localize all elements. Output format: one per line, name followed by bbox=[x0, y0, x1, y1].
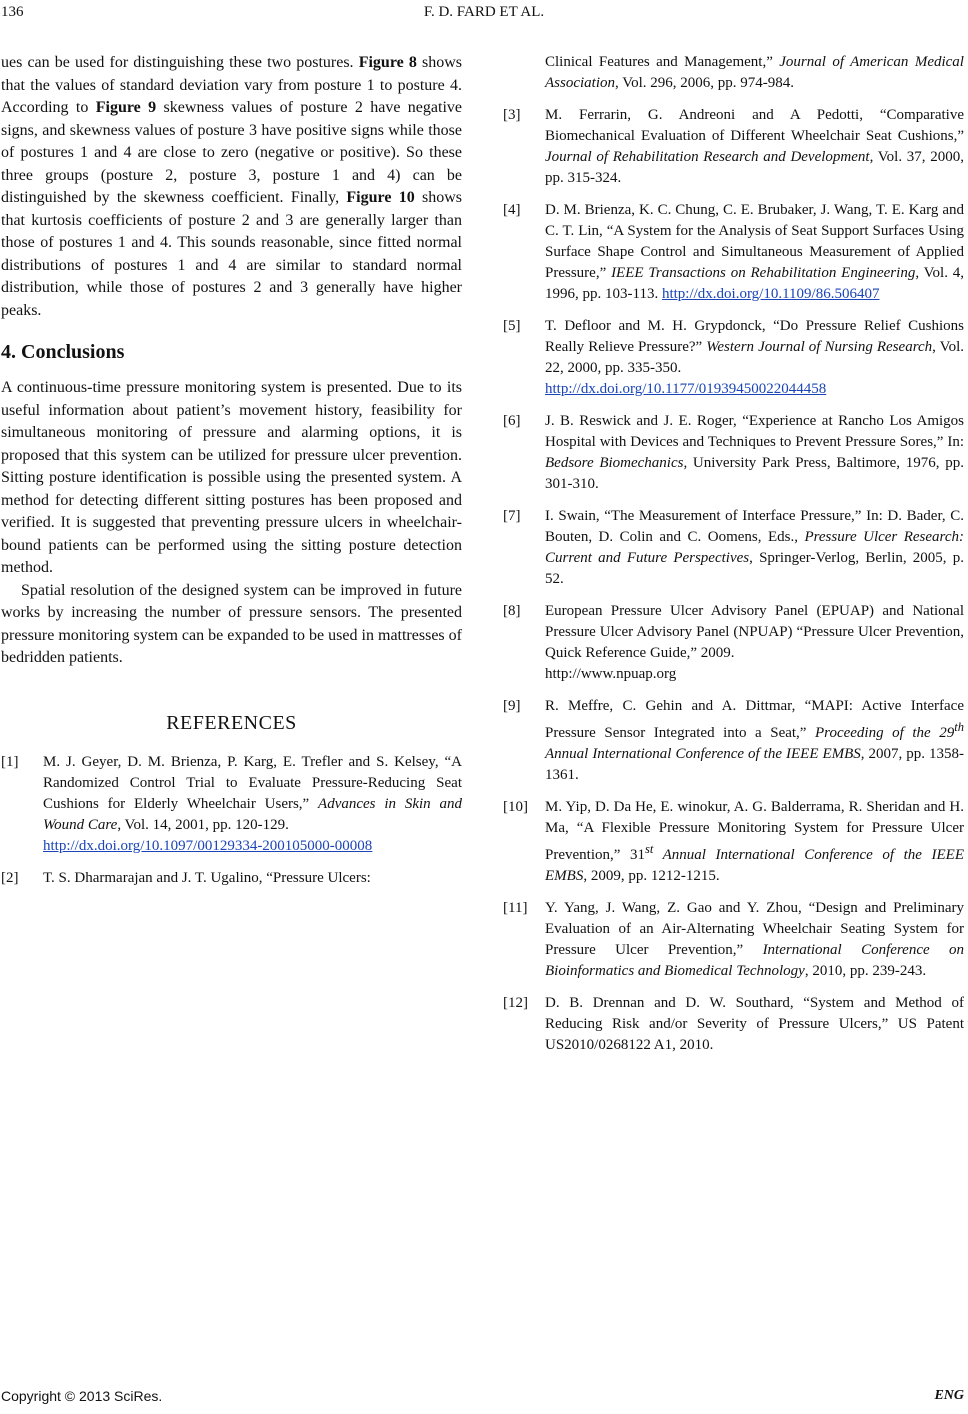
journal-abbrev: ENG bbox=[934, 1388, 964, 1403]
section-heading: 4. Conclusions bbox=[1, 341, 125, 363]
doi-link[interactable]: http://dx.doi.org/10.1177/01939450022044458 bbox=[545, 381, 827, 397]
reference-number: [2] bbox=[1, 869, 19, 886]
running-head: F. D. FARD ET AL. bbox=[423, 4, 545, 20]
reference-item: [7] I. Swain, “The Measurement of Interface Pressure,” In: D. Bader, C. Bouten, D. Colin and C. Oomens, Eds., Pressure Ulcer Research: Current and Future Perspectives, Springer-Verlog, Berlin, 2005, p. 52. bbox=[503, 508, 965, 587]
figure-ref[interactable]: Figure 8 bbox=[358, 54, 417, 71]
reference-number: [4] bbox=[503, 202, 521, 218]
reference-item: [9] R. Meffre, C. Gehin and A. Dittmar, “MAPI: Active Interface Pressure Sensor Integrated into a Seat,” Proceeding of the 29th Annual International Conference of the IEEE EMBS, 2007, pp. 1358-1361. bbox=[503, 698, 965, 783]
doi-link[interactable]: http://dx.doi.org/10.1109/86.506407 bbox=[661, 286, 880, 302]
reference-item: [8] European Pressure Ulcer Advisory Panel (EPUAP) and National Pressure Ulcer Advisory Panel (NPUAP) “Pressure Ulcer Prevention, Quick Reference Guide,” 2009. http://www.npuap.org bbox=[503, 603, 964, 682]
references-heading: REFERENCES bbox=[166, 711, 297, 734]
reference-item: [5] T. Defloor and M. H. Grypdonck, “Do Pressure Relief Cushions Really Relieve Pressure?” Western Journal of Nursing Research, Vol. 22, 2000, pp. 335-350. http://dx.doi.org/10.1177/01939450022044458 bbox=[503, 318, 964, 397]
reference-number: [3] bbox=[503, 107, 521, 123]
reference-number: [8] bbox=[503, 603, 521, 619]
reference-item: [10] M. Yip, D. Da He, E. winokur, A. G. Balderrama, R. Sheridan and H. Ma, “A Flexible Pressure Monitoring System for Pressure Ulcer Prevention,” 31st Annual International Conference of the IEEE EMBS, 2009, pp. 1212-1215. bbox=[503, 799, 964, 884]
reference-number: [7] bbox=[503, 508, 521, 524]
reference-item: [2] T. S. Dharmarajan and J. T. Ugalino, “Pressure Ulcers: bbox=[1, 868, 462, 889]
reference-item: [11] Y. Yang, J. Wang, Z. Gao and Y. Zhou, “Design and Preliminary Evaluation of an Air-Alternating Wheelchair Seating System for Pressure Ulcer Prevention,” International Conference on Bioinformatics and Biomedical Technology, 2010, pp. 239-243. bbox=[503, 900, 964, 979]
reference-continuation: Clinical Features and Management,” Journal of American Medical Association, Vol. 296, 2006, pp. 974-984. bbox=[545, 54, 964, 91]
page-number: 136 bbox=[1, 4, 24, 20]
left-column bbox=[1, 52, 462, 900]
reference-number: [10] bbox=[503, 799, 528, 815]
reference-item: [6] J. B. Reswick and J. E. Roger, “Experience at Rancho Los Amigos Hospital with Devices and Techniques to Prevent Pressure Sores,” In: Bedsore Biomechanics, University Park Press, Baltimore, 1976, pp. 301-310. bbox=[503, 413, 964, 492]
doi-link[interactable]: http://dx.doi.org/10.1097/00129334-200105000-00008 bbox=[43, 837, 373, 854]
body-paragraph: A continuous-time pressure monitoring system is presented. Due to its useful information about patient’s movement history, feasibility for simultaneous monitoring of pressure and alarming options, it is proposed that this system can be utilized for pressure ulcer prevention. Sitting posture identification is possible using the presented system. A method for detecting different sitting postures has been proposed and verified. It is suggested that preventing pressure ulcers in wheelchair-bound patients can be performed using the sitting posture detection method. bbox=[1, 379, 462, 576]
body-paragraph: Spatial resolution of the designed system can be improved in future works by increasing the number of pressure sensors. The presented pressure monitoring system can be expanded to be used in mattresses of bedridden patients. bbox=[1, 581, 462, 666]
reference-url: http://www.npuap.org bbox=[545, 666, 677, 682]
figure-ref[interactable]: Figure 9 bbox=[95, 99, 157, 116]
reference-item: [12] D. B. Drennan and D. W. Southard, “System and Method of Reducing Risk and/or Severity of Pressure Ulcers,” US Patent US2010/0268122 A1, 2010. bbox=[503, 995, 964, 1053]
copyright-notice: Copyright © 2013 SciRes. bbox=[1, 1388, 163, 1404]
reference-number: [11] bbox=[503, 900, 528, 916]
reference-item: [3] M. Ferrarin, G. Andreoni and A Pedotti, “Comparative Biomechanical Evaluation of Different Wheelchair Seat Cushions,” Journal of Rehabilitation Research and Development, Vol. 37, 2000, pp. 315-324. bbox=[503, 107, 964, 186]
reference-item: [1] M. J. Geyer, D. M. Brienza, P. Karg, E. Trefler and S. Kelsey, “A Randomized Control Trial to Evaluate Pressure-Reducing Seat Cushions for Elderly Wheelchair Users,” Advances in Skin and Wound Care, Vol. 14, 2001, pp. 120-129. http://dx.doi.org/10.1097/00129334-200105000-00008 bbox=[1, 753, 462, 854]
reference-number: [1] bbox=[1, 753, 19, 770]
reference-number: [5] bbox=[503, 318, 521, 334]
reference-number: [9] bbox=[503, 698, 521, 714]
reference-number: [6] bbox=[503, 413, 521, 429]
page-footer bbox=[0, 1388, 968, 1410]
body-paragraph: ues can be used for distinguishing these two postures. Figure 8 shows that the values of standard deviation vary from posture 1 to posture 4. According to Figure 9 skewness values of posture 2 have negative signs, and skewness values of posture 3 have positive signs while those of postures 1 and 4 are close to zero (negative or positive). So these three groups (posture 2, posture 3, posture 1 and 4) can be distinguished by the skewness coefficient. Finally, Figure 10 shows that kurtosis coefficients of posture 2 and 3 are generally larger than those of postures 1 and 4. This sounds reasonable, since fitted normal distributions of postures 1 and 4 are similar to standard normal distribution, while those of postures 2 and 3 generally have higher peaks. bbox=[1, 54, 463, 319]
reference-number: [12] bbox=[503, 995, 528, 1011]
reference-item: [4] D. M. Brienza, K. C. Chung, C. E. Brubaker, J. Wang, T. E. Karg and C. T. Lin, “A System for the Analysis of Seat Support Surfaces Using Surface Shape Control and Simultaneous Measurement of Applied Pressure,” IEEE Transactions on Rehabilitation Engineering, Vol. 4, 1996, pp. 103-113. http://dx.doi.org/10.1109/86.506407 bbox=[503, 202, 965, 302]
page-header bbox=[0, 4, 968, 28]
right-column bbox=[503, 52, 964, 1067]
figure-ref[interactable]: Figure 10 bbox=[346, 189, 415, 206]
